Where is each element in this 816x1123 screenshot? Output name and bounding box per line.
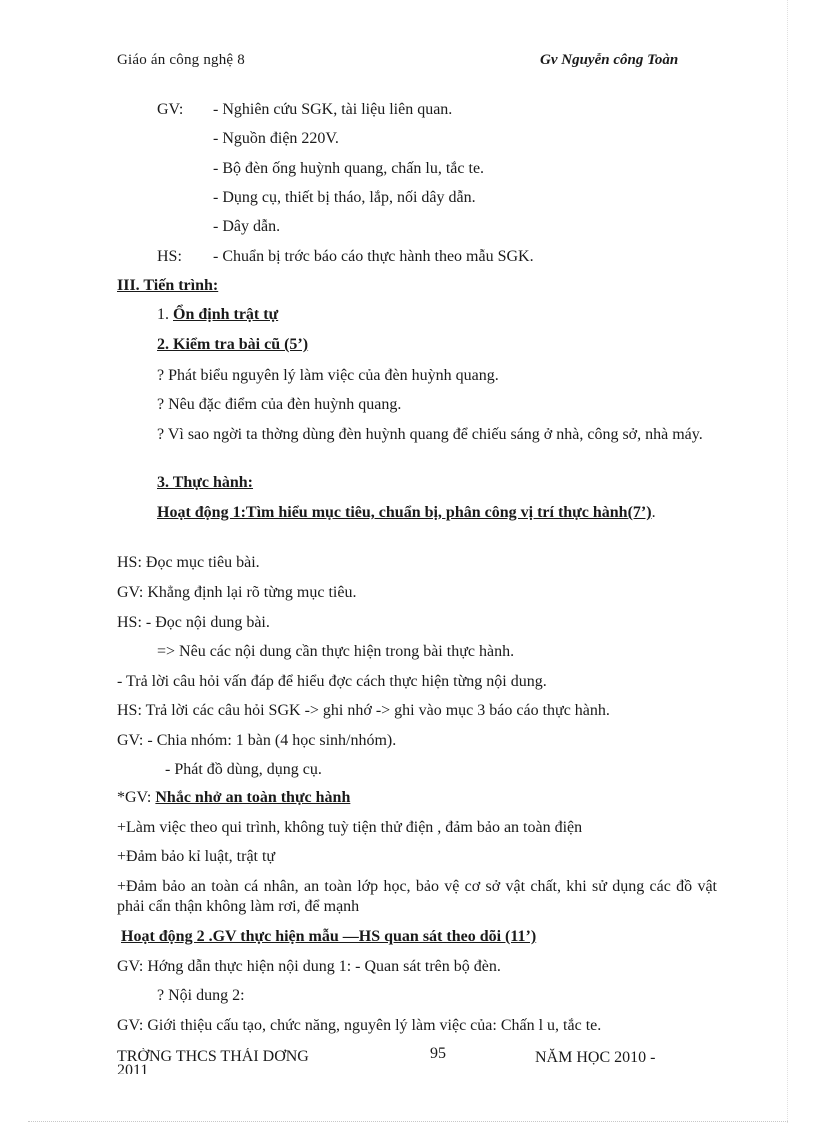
footer-school-year: NĂM HỌC 2010 -: [535, 1049, 656, 1066]
question-line: ? Vì sao ngời ta thờng dùng đèn huỳnh quang để chiếu sáng ở nhà, công sở, nhà máy.: [157, 426, 703, 443]
step-number: 1.: [157, 306, 173, 323]
question-line: ? Phát biểu nguyên lý làm việc của đèn huỳnh quang.: [157, 367, 499, 384]
activity-heading: [157, 503, 741, 523]
gv-prep-line: - Nguồn điện 220V.: [213, 130, 339, 147]
safety-prefix: *GV:: [117, 789, 156, 806]
safety-item: +Đảm bảo kỉ luật, trật tự: [117, 848, 276, 865]
header-teacher-name: Gv Nguyễn công Toàn: [540, 52, 679, 68]
gv-prep-line: - Nghiên cứu SGK, tài liệu liên quan.: [213, 101, 453, 118]
step-title: Ổn định trật tự: [173, 306, 279, 323]
body-line: GV: Khẳng định lại rõ từng mục tiêu.: [117, 584, 357, 601]
body-line: - Phát đồ dùng, dụng cụ.: [165, 761, 322, 778]
safety-item: +Làm việc theo qui trình, không tuỳ tiện thử điện , đảm bảo an toàn điện: [117, 819, 583, 836]
question-line: ? Nêu đặc điểm của đèn huỳnh quang.: [157, 396, 402, 413]
footer-school: [117, 1048, 347, 1074]
step-heading: [157, 305, 278, 325]
body-line: HS: - Đọc nội dung bài.: [117, 614, 270, 631]
gv-label: GV:: [157, 101, 184, 118]
section-heading: III. Tiến trình:: [117, 277, 219, 294]
activity-title-tail: .: [651, 504, 656, 521]
body-line: GV: - Chia nhóm: 1 bàn (4 học sinh/nhóm).: [117, 732, 397, 749]
step-heading: 3. Thực hành:: [157, 474, 254, 491]
page-bottom-divider: [28, 1121, 788, 1122]
page-number: 95: [430, 1045, 446, 1062]
gv-prep-line: - Dây dẫn.: [213, 218, 281, 235]
body-line: - Trả lời câu hỏi vấn đáp để hiểu đợc cách thực hiện từng nội dung.: [117, 673, 547, 690]
gv-prep-line: - Dụng cụ, thiết bị tháo, lắp, nối dây dẫn.: [213, 189, 476, 206]
body-line: HS: Đọc mục tiêu bài.: [117, 554, 260, 571]
hs-label: HS:: [157, 248, 182, 265]
hs-prep-line: - Chuẩn bị trớc báo cáo thực hành theo mẫu SGK.: [213, 248, 534, 265]
gv-prep-line: - Bộ đèn ống huỳnh quang, chấn lu, tắc te.: [213, 160, 485, 177]
body-line: => Nêu các nội dung cần thực hiện trong bài thực hành.: [157, 643, 515, 660]
body-line: GV: Giới thiệu cấu tạo, chức năng, nguyên lý làm việc của: Chấn l u, tắc te.: [117, 1017, 602, 1034]
activity-title: Hoạt động 1:Tìm hiểu mục tiêu, chuẩn bị, phân công vị trí thực hành(7’): [157, 504, 652, 521]
safety-item: +Đảm bảo an toàn cá nhân, an toàn lớp học, bảo vệ cơ sở vật chất, khi sử dụng các đồ vật phải cẩn thận không làm rơi, để mạnh: [117, 878, 717, 915]
body-line: ? Nội dung 2:: [157, 987, 245, 1004]
safety-title: Nhắc nhở an toàn thực hành: [155, 789, 351, 806]
safety-heading: [117, 788, 350, 808]
footer-school-name: TRỜNG THCS THÁI DƠNG: [117, 1048, 309, 1065]
activity-heading: Hoạt động 2 .GV thực hiện mẫu —HS quan sát theo dõi (11’): [121, 928, 537, 945]
header-course-title: Giáo án công nghệ 8: [117, 52, 245, 68]
footer-year-tail: 2011: [117, 1062, 149, 1074]
page-right-edge: [787, 0, 788, 1123]
body-line: HS: Trả lời các câu hỏi SGK -> ghi nhớ -> ghi vào mục 3 báo cáo thực hành.: [117, 702, 610, 719]
body-line: GV: Hớng dẫn thực hiện nội dung 1: - Quan sát trên bộ đèn.: [117, 958, 501, 975]
step-heading: 2. Kiểm tra bài cũ (5’): [157, 336, 309, 353]
